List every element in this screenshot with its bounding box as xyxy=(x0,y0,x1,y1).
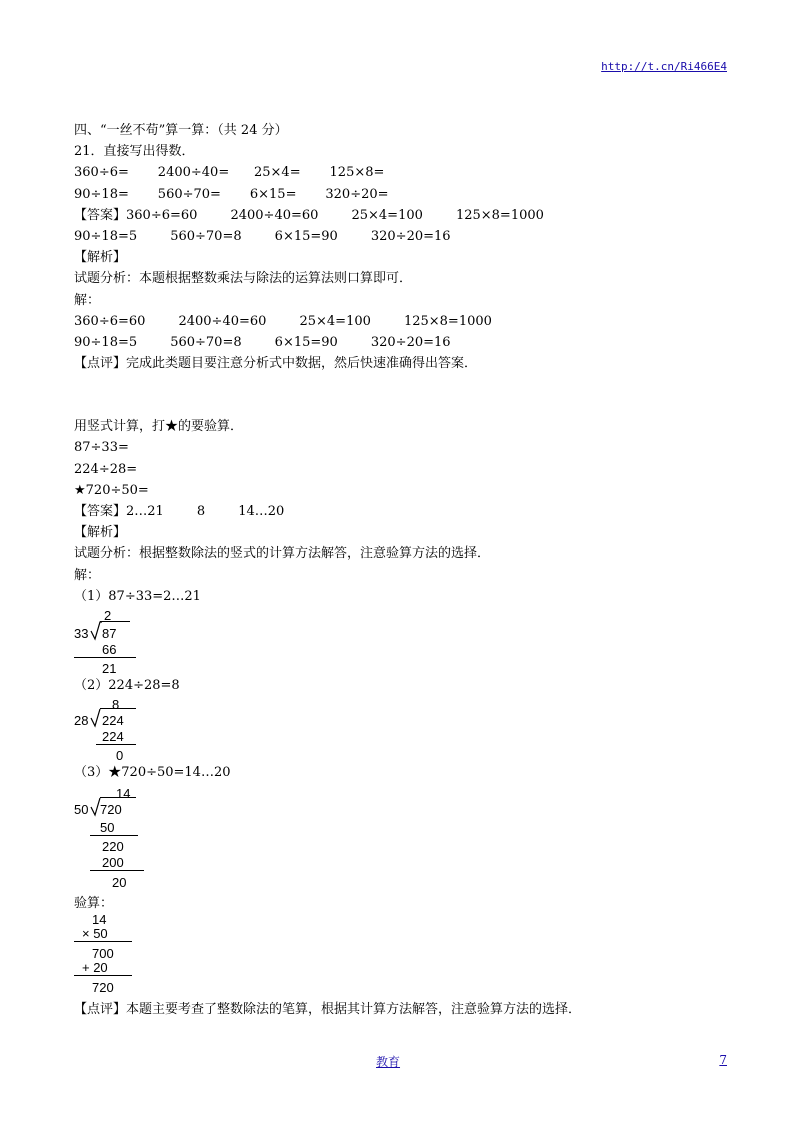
question-2: 224÷28= xyxy=(74,461,138,477)
solution-label: 解： xyxy=(74,567,101,583)
comment: 【点评】完成此类题目要注意分析式中数据，然后快速准确得出答案． xyxy=(74,356,478,372)
page-number: 7 xyxy=(719,1053,727,1067)
answer: 【答案】2…21 8 14…20 xyxy=(74,504,285,519)
long-division-1 xyxy=(74,607,734,676)
long-division-2 xyxy=(74,697,734,764)
divisor: 33 xyxy=(74,625,89,641)
remainder: 20 xyxy=(112,875,127,891)
remainder: 21 xyxy=(102,660,117,676)
analysis-text: 试题分析：本题根据整数乘法与除法的运算法则口算即可． xyxy=(74,271,413,287)
product: 700 xyxy=(92,945,114,961)
answer-line-2: 90÷18=5 560÷70=8 6×15=90 320÷20=16 xyxy=(74,228,451,244)
divisor: 28 xyxy=(74,713,89,729)
header-url-link[interactable]: http://t.cn/Ri466E4 xyxy=(601,60,727,73)
partial-dividend: 220 xyxy=(102,839,124,855)
quotient: 2 xyxy=(104,607,112,623)
verification-calc xyxy=(74,911,734,997)
answer-line-1: 【答案】360÷6=60 2400÷40=60 25×4=100 125×8=1000 xyxy=(74,207,544,223)
part-1-label: （1）87÷33=2…21 xyxy=(74,588,201,604)
section2-title: 用竖式计算，打★的要验算． xyxy=(74,419,244,435)
part-3-label: （3）★720÷50=14…20 xyxy=(74,765,231,781)
question-1: 87÷33= xyxy=(74,440,129,456)
long-division-3 xyxy=(74,785,734,889)
comment: 【点评】本题主要考查了整数除法的笔算，根据其计算方法解答，注意验算方法的选择． xyxy=(74,1001,582,1017)
product-2: 200 xyxy=(102,855,124,871)
addend: + 20 xyxy=(82,959,108,975)
check-label: 验算： xyxy=(74,896,114,912)
result: 720 xyxy=(92,979,114,995)
analysis-label: 【解析】 xyxy=(74,525,127,541)
division-bracket-icon xyxy=(90,708,102,728)
question-line-2: 90÷18= 560÷70= 6×15= 320÷20= xyxy=(74,186,389,202)
footer-link[interactable]: 教育 xyxy=(376,1055,401,1069)
solution-line-1: 360÷6=60 2400÷40=60 25×4=100 125×8=1000 xyxy=(74,313,492,329)
remainder: 0 xyxy=(116,748,124,764)
divisor: 50 xyxy=(74,802,89,818)
solution-line-2: 90÷18=5 560÷70=8 6×15=90 320÷20=16 xyxy=(74,334,451,350)
dividend: 720 xyxy=(100,802,122,818)
question-3: ★720÷50= xyxy=(74,482,149,498)
analysis-text: 试题分析：根据整数除法的竖式的计算方法解答，注意验算方法的选择． xyxy=(74,546,491,562)
analysis-label: 【解析】 xyxy=(74,250,127,266)
quotient: 14 xyxy=(116,786,131,802)
question-21: 21．直接写出得数． xyxy=(74,144,195,160)
dividend: 224 xyxy=(102,713,124,729)
solution-label: 解： xyxy=(74,292,101,308)
part-2-label: （2）224÷28=8 xyxy=(74,677,180,693)
division-bracket-icon xyxy=(90,621,102,641)
dividend: 87 xyxy=(102,625,117,641)
section-title: 四、“一丝不苟”算一算：（共 24 分） xyxy=(74,123,288,138)
multiplicand: 14 xyxy=(92,911,107,927)
product-1: 50 xyxy=(100,820,115,836)
product: 224 xyxy=(102,729,124,745)
document-body xyxy=(74,120,734,1020)
question-line-1: 360÷6= 2400÷40= 25×4= 125×8= xyxy=(74,165,385,181)
multiplier: × 50 xyxy=(82,925,108,941)
quotient: 8 xyxy=(112,697,120,713)
product: 66 xyxy=(102,641,117,657)
